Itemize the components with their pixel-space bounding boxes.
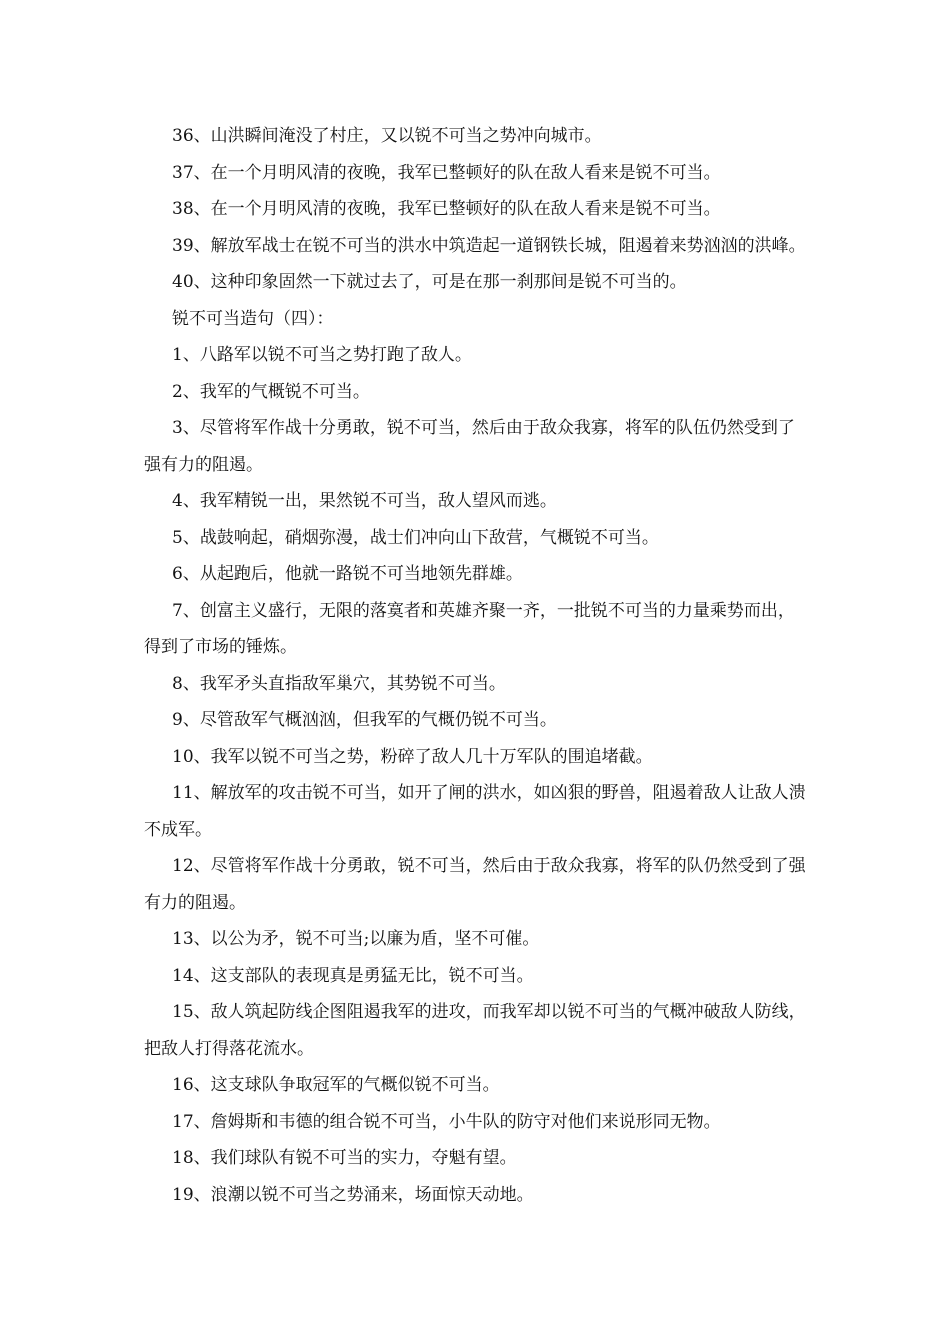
sentence-15: 15、敌人筑起防线企图阻遏我军的进攻，而我军却以锐不可当的气概冲破敌人防线，把敌人打得落花流水。 [144, 1002, 806, 1059]
sentence-37: 37、在一个月明风清的夜晚，我军已整顿好的队在敌人看来是锐不可当。 [172, 162, 721, 183]
sentence-39: 39、解放军战士在锐不可当的洪水中筑造起一道钢铁长城，阻遏着来势汹汹的洪峰。 [172, 235, 806, 256]
sentence-18: 18、我们球队有锐不可当的实力，夺魁有望。 [172, 1148, 517, 1168]
sentence-17: 17、詹姆斯和韦德的组合锐不可当，小牛队的防守对他们来说形同无物。 [172, 1111, 721, 1132]
document-body [144, 118, 809, 1213]
sentence-38: 38、在一个月明风清的夜晚，我军已整顿好的队在敌人看来是锐不可当。 [172, 199, 721, 219]
sentence-14: 14、这支部队的表现真是勇猛无比，锐不可当。 [172, 965, 534, 986]
sentence-11: 11、解放军的攻击锐不可当，如开了闸的洪水，如凶狠的野兽，阻遏着敌人让敌人溃不成军。 [144, 783, 806, 840]
sentence-3: 3、尽管将军作战十分勇敢，锐不可当，然后由于敌众我寡，将军的队伍仍然受到了强有力的阻遏。 [144, 418, 795, 475]
sentence-9: 9、尽管敌军气概汹汹，但我军的气概仍锐不可当。 [172, 710, 557, 730]
sentence-19: 19、浪潮以锐不可当之势涌来，场面惊天动地。 [172, 1184, 534, 1205]
sentence-4: 4、我军精锐一出，果然锐不可当，敌人望风而逃。 [172, 491, 557, 511]
sentence-36: 36、山洪瞬间淹没了村庄，又以锐不可当之势冲向城市。 [172, 126, 602, 146]
sentence-12: 12、尽管将军作战十分勇敢，锐不可当，然后由于敌众我寡，将军的队仍然受到了强有力的阻遏。 [144, 856, 806, 913]
sentence-40: 40、这种印象固然一下就过去了，可是在那一刹那间是锐不可当的。 [172, 272, 687, 292]
sentence-5: 5、战鼓响起，硝烟弥漫，战士们冲向山下敌营，气概锐不可当。 [172, 527, 659, 548]
sentence-16: 16、这支球队争取冠军的气概似锐不可当。 [172, 1075, 500, 1095]
section-heading: 锐不可当造句（四）： [172, 308, 334, 329]
sentence-8: 8、我军矛头直指敌军巢穴，其势锐不可当。 [172, 673, 506, 694]
sentence-2: 2、我军的气概锐不可当。 [172, 381, 370, 402]
sentence-6: 6、从起跑后，他就一路锐不可当地领先群雄。 [172, 564, 523, 584]
sentence-7: 7、创富主义盛行，无限的落寞者和英雄齐聚一齐，一批锐不可当的力量乘势而出，得到了市场的锤炼。 [144, 600, 795, 657]
sentence-10: 10、我军以锐不可当之势，粉碎了敌人几十万军队的围追堵截。 [172, 746, 653, 767]
sentence-1: 1、八路军以锐不可当之势打跑了敌人。 [172, 345, 472, 365]
sentence-13: 13、以公为矛，锐不可当;以廉为盾，坚不可催。 [172, 929, 540, 949]
